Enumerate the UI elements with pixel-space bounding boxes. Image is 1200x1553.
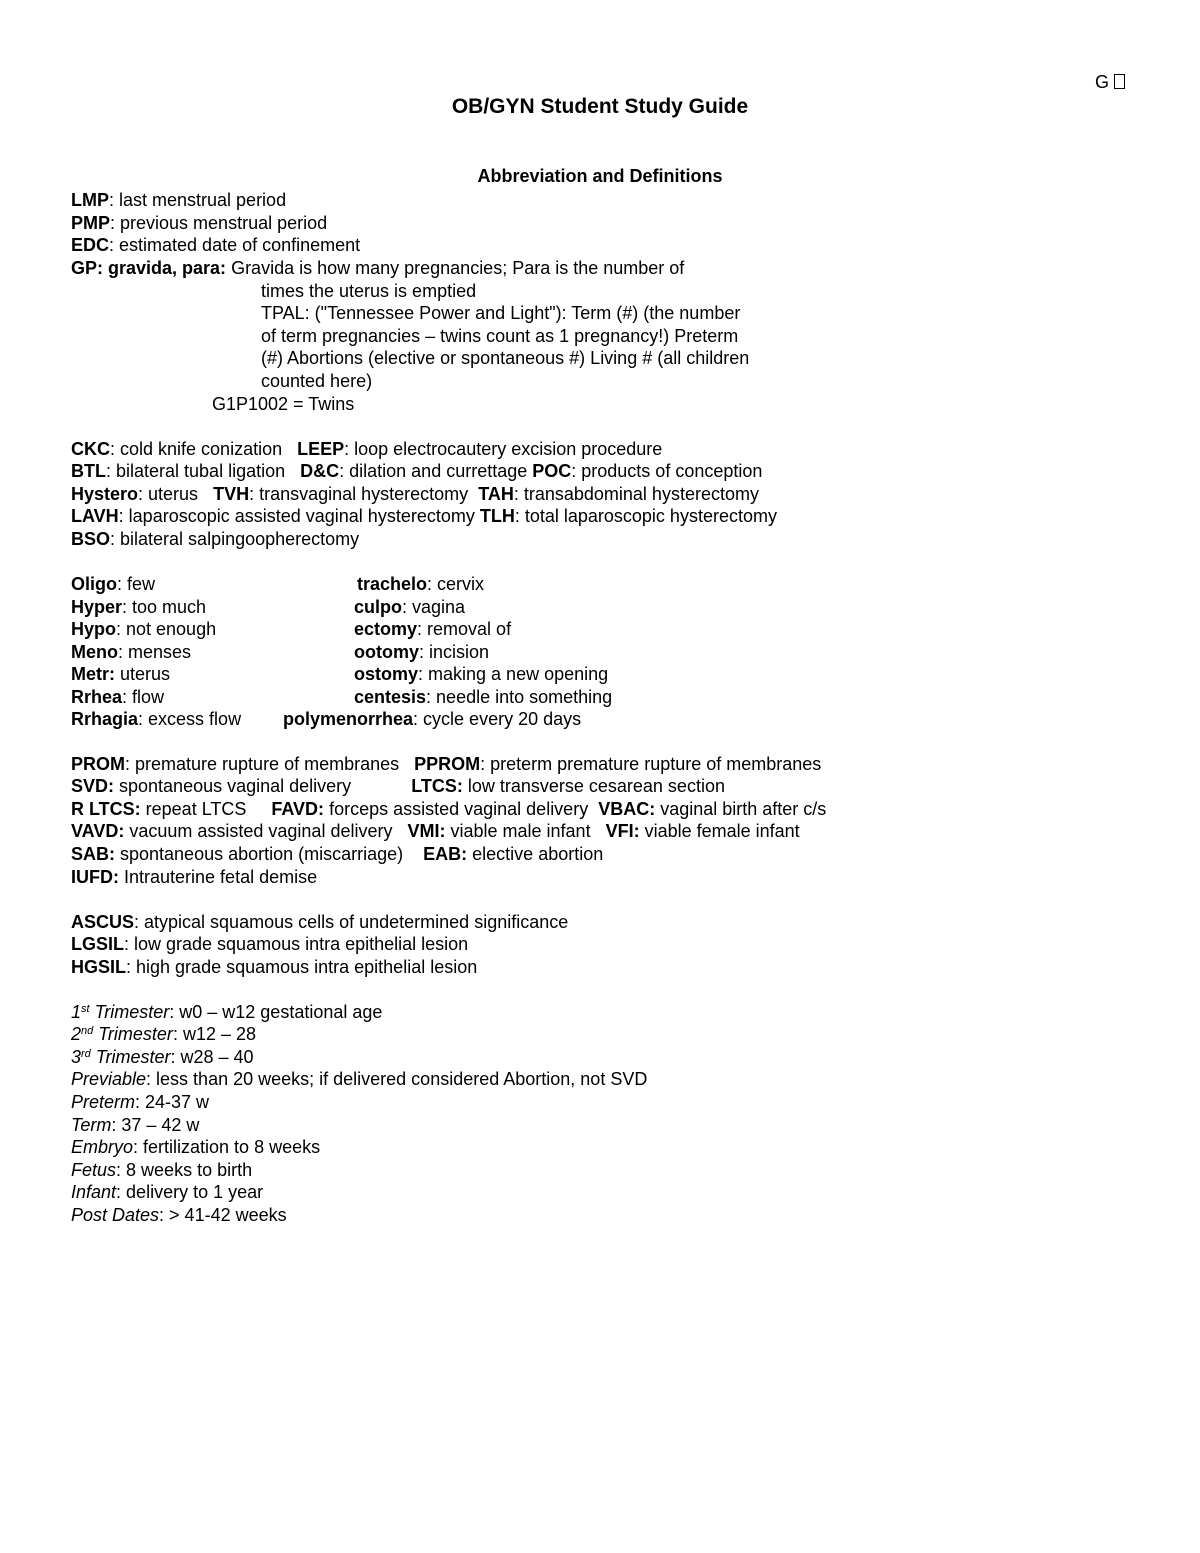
definition: elective abortion: [467, 844, 604, 864]
term: VFI:: [605, 821, 640, 841]
definition: : estimated date of confinement: [109, 235, 361, 255]
term: BSO: [71, 529, 111, 549]
definition: viable male infant: [445, 821, 606, 841]
gp-definition-row: [71, 257, 684, 279]
definition: : less than 20 weeks; if delivered considered Abortion, not SVD: [146, 1069, 648, 1089]
definition: spontaneous abortion (miscarriage): [115, 844, 424, 864]
definition: : flow: [122, 687, 165, 707]
ordinal-number: 1: [71, 1002, 82, 1022]
term: LAVH: [71, 506, 119, 526]
term: TVH: [213, 484, 250, 504]
definition: vaginal birth after c/s: [655, 799, 827, 819]
term: BTL: [71, 461, 106, 481]
root-row: [357, 573, 484, 595]
root-row: [354, 618, 511, 640]
root-row: [71, 663, 170, 685]
definition-row: [71, 234, 360, 256]
delivery-row: [71, 753, 821, 775]
definition: : transabdominal hysterectomy: [513, 484, 759, 504]
root-row: [71, 641, 191, 663]
root-row: [354, 596, 465, 618]
delivery-row: [71, 820, 800, 842]
section-heading: Abbreviation and Definitions: [477, 166, 723, 186]
term: POC: [532, 461, 572, 481]
definition: : too much: [122, 597, 207, 617]
timeline-row: [71, 1023, 256, 1045]
delivery-row: [71, 775, 725, 797]
root-row: [71, 618, 216, 640]
term: R LTCS:: [71, 799, 141, 819]
definition: : total laparoscopic hysterectomy: [514, 506, 777, 526]
term: EDC: [71, 235, 110, 255]
term: Meno: [71, 642, 118, 662]
term-label: Trimester: [90, 1047, 171, 1067]
timeline-row: [71, 1159, 252, 1181]
definition: : cycle every 20 days: [413, 709, 582, 729]
term: Embryo: [71, 1137, 134, 1157]
definition: : premature rupture of membranes: [125, 754, 415, 774]
pap-row: [71, 956, 477, 978]
definition: : w12 – 28: [172, 1024, 256, 1044]
definition: : w0 – w12 gestational age: [169, 1002, 383, 1022]
term: ootomy: [354, 642, 419, 662]
term: TAH: [478, 484, 514, 504]
root-row: [71, 708, 241, 730]
term: HGSIL: [71, 957, 127, 977]
definition: : 37 – 42 w: [111, 1115, 200, 1135]
term: polymenorrhea: [283, 709, 414, 729]
page-corner-mark: [1095, 72, 1125, 93]
term: VMI:: [407, 821, 446, 841]
term-label: Trimester: [93, 1024, 173, 1044]
term: FAVD:: [271, 799, 325, 819]
term: Hypo: [71, 619, 116, 639]
timeline-row: [71, 1114, 199, 1136]
definition: uterus: [115, 664, 171, 684]
procedure-row: [71, 483, 759, 505]
term: trachelo: [357, 574, 428, 594]
definition: : loop electrocautery excision procedure: [344, 439, 663, 459]
procedure-row: [71, 438, 662, 460]
term: culpo: [354, 597, 402, 617]
delivery-row: [71, 866, 317, 888]
root-row: [71, 596, 206, 618]
definition: : dilation and currettage: [339, 461, 533, 481]
definition: : 8 weeks to birth: [116, 1160, 253, 1180]
corner-letter: G: [1095, 72, 1110, 92]
term: [71, 1002, 169, 1022]
definition: : cold knife conization: [110, 439, 298, 459]
term: Term: [71, 1115, 112, 1135]
definition: : not enough: [116, 619, 217, 639]
ordinal-number: 3: [71, 1047, 82, 1067]
definition: forceps assisted vaginal delivery: [324, 799, 599, 819]
timeline-row: [71, 1091, 209, 1113]
definition: : high grade squamous intra epithelial lesion: [126, 957, 478, 977]
gp-continuation: TPAL: ("Tennessee Power and Light"): Term (#) (the number: [261, 303, 741, 323]
definition: viable female infant: [639, 821, 800, 841]
definition: : removal of: [417, 619, 512, 639]
delivery-row: [71, 798, 826, 820]
term: ectomy: [354, 619, 418, 639]
procedure-row: [71, 528, 359, 550]
definition: : > 41-42 weeks: [159, 1205, 287, 1225]
root-row: [71, 573, 155, 595]
term: ASCUS: [71, 912, 135, 932]
term: ostomy: [354, 664, 419, 684]
definition: : vagina: [402, 597, 466, 617]
term: EAB:: [423, 844, 468, 864]
procedure-row: [71, 460, 762, 482]
definition: vacuum assisted vaginal delivery: [124, 821, 408, 841]
definition: spontaneous vaginal delivery: [114, 776, 412, 796]
term: LGSIL: [71, 934, 124, 954]
term: Preterm: [71, 1092, 136, 1112]
timeline-row: [71, 1068, 647, 1090]
term: Fetus: [71, 1160, 117, 1180]
gp-continuation: times the uterus is emptied: [261, 281, 477, 301]
definition: : menses: [118, 642, 192, 662]
delivery-row: [71, 843, 603, 865]
gp-continuation: (#) Abortions (elective or spontaneous #) Living # (all children: [261, 348, 750, 368]
definition: : needle into something: [426, 687, 613, 707]
definition: low transverse cesarean section: [462, 776, 725, 796]
term: [71, 1047, 170, 1067]
term: Hyper: [71, 597, 123, 617]
ordinal-suffix: rd: [81, 1048, 91, 1060]
term: VBAC:: [598, 799, 656, 819]
gp-example: G1P1002 = Twins: [212, 394, 355, 414]
term: SVD:: [71, 776, 115, 796]
definition: : low grade squamous intra epithelial lesion: [124, 934, 469, 954]
term: Post Dates: [71, 1205, 160, 1225]
term: VAVD:: [71, 821, 125, 841]
definition: : few: [117, 574, 156, 594]
pap-row: [71, 911, 568, 933]
root-row: [283, 708, 581, 730]
term: PROM: [71, 754, 125, 774]
definition: repeat LTCS: [140, 799, 272, 819]
definition: : delivery to 1 year: [116, 1182, 264, 1202]
definition: Gravida is how many pregnancies; Para is the number of: [226, 258, 685, 278]
definition: Intrauterine fetal demise: [119, 867, 318, 887]
term: Oligo: [71, 574, 117, 594]
definition: : previous menstrual period: [110, 213, 328, 233]
term: GP: gravida, para:: [71, 258, 227, 278]
term: LMP: [71, 190, 109, 210]
root-row: [354, 686, 612, 708]
definition: : bilateral salpingoopherectomy: [110, 529, 360, 549]
definition: : preterm premature rupture of membranes: [480, 754, 822, 774]
term: LEEP: [297, 439, 345, 459]
definition: : w28 – 40: [170, 1047, 254, 1067]
term: LTCS:: [411, 776, 463, 796]
ordinal-suffix: nd: [81, 1025, 94, 1037]
definition-row: [71, 189, 286, 211]
term: D&C: [300, 461, 340, 481]
definition-row: [71, 212, 327, 234]
term: Infant: [71, 1182, 117, 1202]
term: centesis: [354, 687, 427, 707]
term: [71, 1024, 173, 1044]
term: Rrhagia: [71, 709, 139, 729]
definition: : excess flow: [138, 709, 242, 729]
gp-continuation: counted here): [261, 371, 373, 391]
definition: : making a new opening: [418, 664, 609, 684]
term: Metr:: [71, 664, 115, 684]
definition: : 24-37 w: [135, 1092, 210, 1112]
gp-continuation: of term pregnancies – twins count as 1 pregnancy!) Preterm: [261, 326, 739, 346]
definition: : transvaginal hysterectomy: [249, 484, 479, 504]
definition: : laparoscopic assisted vaginal hysterectomy: [118, 506, 480, 526]
checkbox-glyph-icon: [1114, 74, 1125, 89]
definition: : bilateral tubal ligation: [106, 461, 301, 481]
definition: : incision: [419, 642, 490, 662]
term-label: Trimester: [89, 1002, 170, 1022]
pap-row: [71, 933, 468, 955]
term: Previable: [71, 1069, 147, 1089]
definition: : atypical squamous cells of undetermined significance: [134, 912, 569, 932]
definition: : cervix: [427, 574, 485, 594]
ordinal-suffix: st: [81, 1003, 90, 1015]
root-row: [71, 686, 164, 708]
timeline-row: [71, 1204, 287, 1226]
definition: : last menstrual period: [109, 190, 287, 210]
definition: : fertilization to 8 weeks: [133, 1137, 321, 1157]
root-row: [354, 641, 489, 663]
term: SAB:: [71, 844, 115, 864]
term: TLH: [479, 506, 515, 526]
term: PMP: [71, 213, 111, 233]
procedure-row: [71, 505, 777, 527]
root-row: [354, 663, 608, 685]
timeline-row: [71, 1001, 382, 1023]
timeline-row: [71, 1136, 320, 1158]
term: IUFD:: [71, 867, 119, 887]
term: PPROM: [414, 754, 481, 774]
definition: : products of conception: [571, 461, 763, 481]
term: CKC: [71, 439, 110, 459]
term: Hystero: [71, 484, 139, 504]
definition: : uterus: [138, 484, 214, 504]
timeline-row: [71, 1046, 254, 1068]
page-title: OB/GYN Student Study Guide: [451, 95, 749, 118]
timeline-row: [71, 1181, 263, 1203]
term: Rrhea: [71, 687, 123, 707]
ordinal-number: 2: [71, 1024, 82, 1044]
